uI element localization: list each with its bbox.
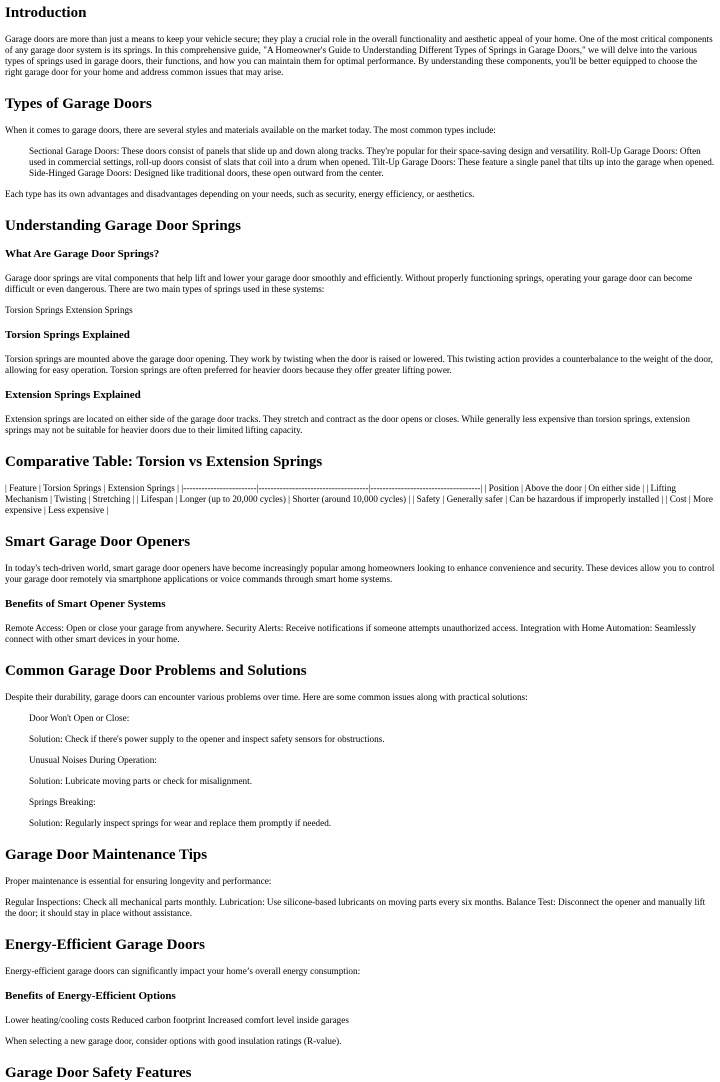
- energy-intro: Energy-efficient garage doors can significantly impact your home’s overall energy consumption:: [5, 966, 361, 976]
- energy-benefits-heading: Benefits of Energy-Efficient Options: [5, 990, 176, 1002]
- types-outro: Each type has its own advantages and disadvantages depending on your needs, such as security, energy efficiency, or aesthetics.: [5, 189, 475, 199]
- types-heading: Types of Garage Doors: [5, 96, 152, 112]
- torsion-heading: Torsion Springs Explained: [5, 329, 130, 341]
- energy-heading: Energy-Efficient Garage Doors: [5, 937, 205, 953]
- extension-text: Extension springs are located on either side of the garage door tracks. They stretch and contract as the door opens or closes. While generally less expensive than torsion springs, extension springs may not be suitable for heavier doors due to their limited lifting capacity.: [5, 414, 690, 435]
- openers-heading: Smart Garage Door Openers: [5, 534, 191, 550]
- types-list: Sectional Garage Doors: These doors consist of panels that slide up and down along tracks. They're popular for their space-saving design and versatility. Roll-Up Garage Doors: Often used in commercial settings, roll-up doors consist of slats that coil into a drum when opened. Tilt-Up Garage Doors: These feature a single panel that tilts up into the garage when opened. Side-Hinged Garage Doors: Designed like traditional doors, these open outward from the center.: [29, 146, 715, 178]
- energy-outro: When selecting a new garage door, consider options with good insulation ratings (R-value).: [5, 1036, 342, 1046]
- problem-item: Door Won't Open or Close:: [29, 713, 130, 723]
- safety-heading: Garage Door Safety Features: [5, 1065, 192, 1081]
- article: [0, 4, 720, 1082]
- maintenance-text: Regular Inspections: Check all mechanical parts monthly. Lubrication: Use silicone-based lubricants on moving parts every six months. Balance Test: Disconnect the opener and manually lift the door; it should stay in place without assistance.: [5, 897, 706, 918]
- what-springs-heading: What Are Garage Door Springs?: [5, 248, 160, 260]
- problem-item: Unusual Noises During Operation:: [29, 755, 157, 765]
- solution-item: Solution: Check if there's power supply to the opener and inspect safety sensors for obstructions.: [29, 734, 385, 744]
- springs-heading: Understanding Garage Door Springs: [5, 218, 242, 234]
- energy-benefits-text: Lower heating/cooling costs Reduced carbon footprint Increased comfort level inside garages: [5, 1015, 349, 1025]
- intro-heading: Introduction: [5, 5, 87, 21]
- problems-intro: Despite their durability, garage doors can encounter various problems over time. Here are some common issues along with practical solutions:: [5, 692, 528, 702]
- table-heading: Comparative Table: Torsion vs Extension Springs: [5, 454, 323, 470]
- what-springs-text: Garage door springs are vital components that help lift and lower your garage door smoothly and efficiently. Without properly functioning springs, operating your garage door can become difficult or even dangerous. There are two main types of springs used in these systems:: [5, 273, 693, 294]
- intro-text: Garage doors are more than just a means to keep your vehicle secure; they play a crucial role in the overall functionality and aesthetic appeal of your home. One of the most critical components of any garage door system is its springs. In this comprehensive guide, "A Homeowner's Guide to Understanding Different Types of Springs in Garage Doors," we will delve into the various types of springs used in garage doors, their functions, and how you can maintain them for optimal performance. By understanding these components, you'll be better equipped to choose the right garage door for your home and address common issues that may arise.: [5, 34, 713, 77]
- problems-heading: Common Garage Door Problems and Solutions: [5, 663, 307, 679]
- openers-text: In today's tech-driven world, smart garage door openers have become increasingly popular among homeowners looking to enhance convenience and security. These devices allow you to control your garage door remotely via smartphone applications or voice commands through smart home systems.: [5, 563, 715, 584]
- torsion-text: Torsion springs are mounted above the garage door opening. They work by twisting when the door is raised or lowered. This twisting action provides a counterbalance to the weight of the door, allowing for easy operation. Torsion springs are often preferred for heavier doors because they offer greater lifting power.: [5, 354, 713, 375]
- extension-heading: Extension Springs Explained: [5, 389, 141, 401]
- maintenance-intro: Proper maintenance is essential for ensuring longevity and performance:: [5, 876, 272, 886]
- solution-item: Solution: Regularly inspect springs for wear and replace them promptly if needed.: [29, 818, 332, 828]
- opener-benefits-heading: Benefits of Smart Opener Systems: [5, 598, 166, 610]
- table-raw-text: | Feature | Torsion Springs | Extension Springs | |------------------------|------------------------------------|------------------------------------| | Position | Above the door | On either side | | Lifting Mechanism | Twisting | Stretching | | Lifespan | Longer (up to 20,000 cycles) | Shorter (around 10,000 cycles) | | Safety | Generally safer | Can be hazardous if improperly installed | | Cost | More expensive | Less expensive |: [5, 483, 713, 515]
- solution-item: Solution: Lubricate moving parts or check for misalignment.: [29, 776, 253, 786]
- problem-item: Springs Breaking:: [29, 797, 96, 807]
- maintenance-heading: Garage Door Maintenance Tips: [5, 847, 208, 863]
- spring-types-text: Torsion Springs Extension Springs: [5, 305, 133, 315]
- types-intro: When it comes to garage doors, there are several styles and materials available on the market today. The most common types include:: [5, 125, 496, 135]
- opener-benefits-text: Remote Access: Open or close your garage from anywhere. Security Alerts: Receive notifications if someone attempts unauthorized access. Integration with Home Automation: Seamlessly connect with other smart devices in your home.: [5, 623, 696, 644]
